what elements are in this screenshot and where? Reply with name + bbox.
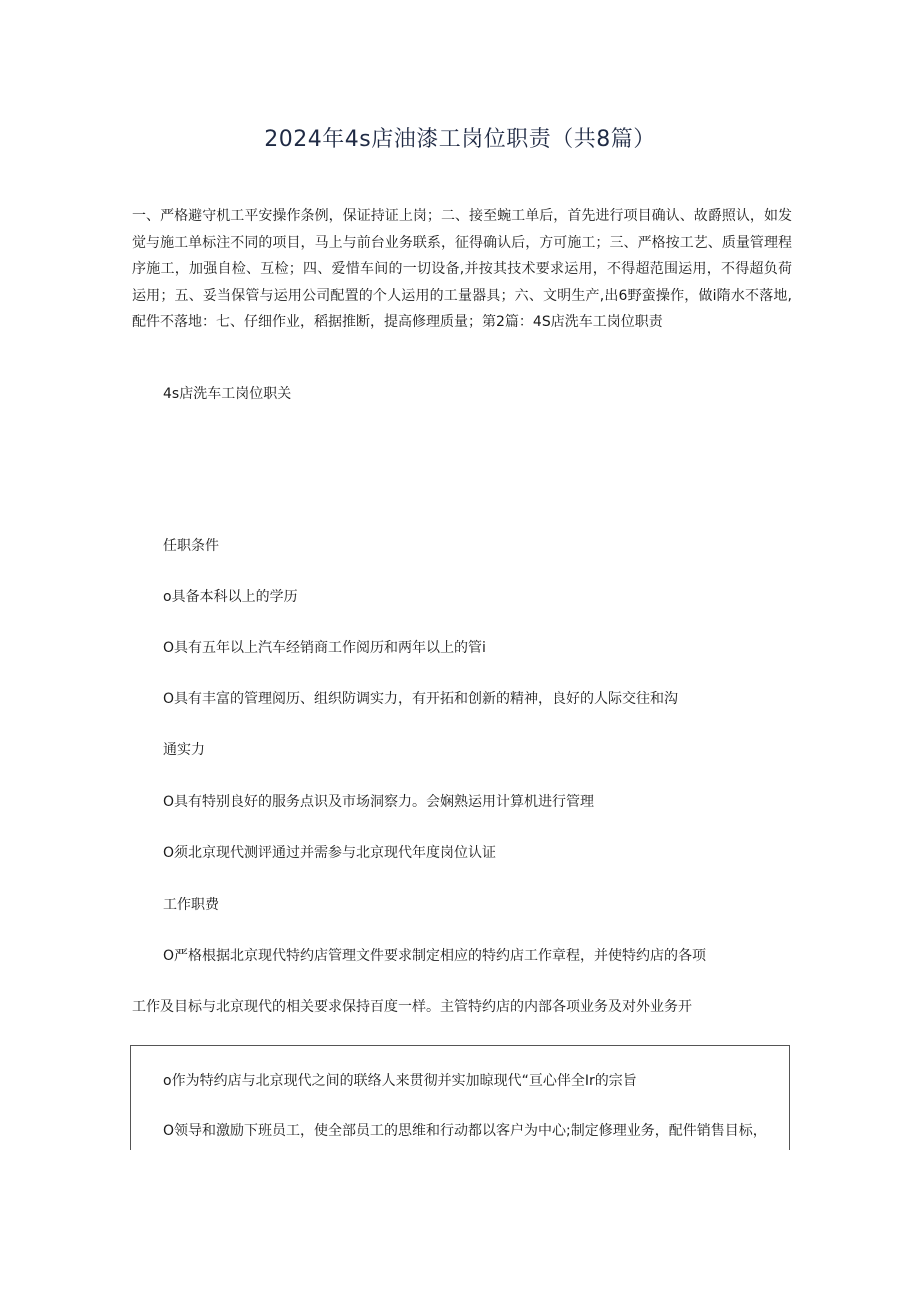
intro-paragraph: 一、严格避守机工平安操作条例，保证持证上岗；二、接至蜿工单后，首先进行项目确认、故爵照认，如发觉与施工单标注不同的项目，马上与前台业务联系，征得确认后，方可施工；三、严格按工艺、质量管理程序施工，加强自检、互检；四、爱惜车间的一切设备,并按其技术要求运用，不得超范围运用，不得超负荷运用；五、妥当保管与运用公司配置的个人运用的工量器具；六、文明生产,出6野蛮操作，做i隋水不落地,配件不落地：七、仔细作业，稻据推断，提高修理质量；第2篇：4S店洗车工岗位职责 <box>132 208 792 330</box>
list-item: O领导和激励下班员工，使全部员工的思维和行动都以客户为中心;制定修理业务，配件销售目标， <box>163 1123 767 1139</box>
section-heading-duties: 工作职费 <box>163 897 219 913</box>
subtitle: 4s店洗车工岗位职关 <box>163 386 292 402</box>
list-item: o具备本科以上的学历 <box>163 589 298 605</box>
list-item: o作为特约店与北京现代之间的联络人来贯彻并实加晾现代“亘心伴全Ir的宗旨 <box>163 1073 637 1089</box>
list-item: O严格根据北京现代特约店管理文件要求制定相应的特约店工作章程，并使特约店的各项 <box>163 948 707 964</box>
list-item-continuation: 工作及目标与北京现代的相关要求保持百度一样。主管特约店的内部各项业务及对外业务开 <box>132 999 692 1015</box>
list-item: O具有五年以上汽车经销商工作阅历和两年以上的管i <box>163 640 486 656</box>
section-heading-requirements: 任职条件 <box>163 538 219 554</box>
document-title: 2024年4s店油漆工岗位职责（共8篇） <box>264 127 656 152</box>
list-item: O具有特别良好的服务点识及市场洞察力。会娴熟运用计算机进行管理 <box>163 794 595 810</box>
list-item-continuation: 通实力 <box>163 742 205 758</box>
list-item: O具有丰富的管理阅历、组织防调实力，有开拓和创新的精神，良好的人际交往和沟 <box>163 691 679 707</box>
list-item: O须北京现代测评通过并需参与北京现代年度岗位认证 <box>163 845 497 861</box>
